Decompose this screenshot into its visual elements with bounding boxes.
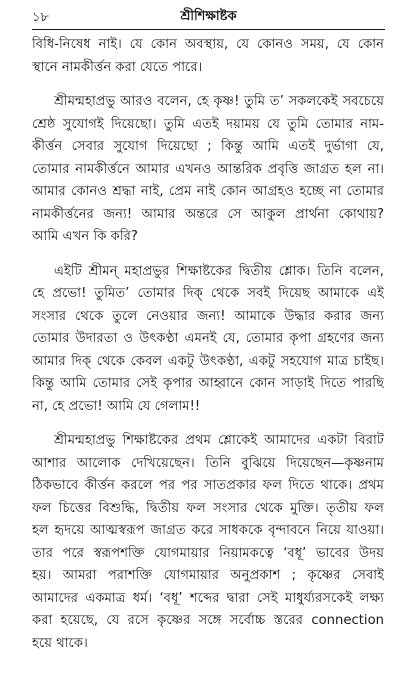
- text-line: স্থানে নামকীর্ত্তন করা যেতে পারে।: [32, 59, 203, 75]
- text-line: শ্রীমন্মহাপ্রভু শিক্ষাষ্টকের প্রথম শ্লোকেই আমাদের একটা বিরাট: [54, 433, 384, 448]
- text-line: আমি এখন কি করি?: [32, 229, 138, 244]
- text-line: করা হয়েছে, যে রসে কৃষ্ণের সঙ্গে সর্বোচ্চ স্তরের connection: [32, 613, 384, 628]
- paragraph: [32, 261, 384, 419]
- text-line: ঠিকভাবে কীর্ত্তন করলে পর পর সাতপ্রকার ফল দিতে থাকে। প্রথম: [32, 478, 384, 493]
- text-line: আমার কোনও শ্রদ্ধা নাই, প্রেম নাই কোন আগ্রহও হচ্ছে না তোমার: [32, 184, 384, 199]
- paragraph: [32, 91, 384, 249]
- text-line: বিধি-নিষেধ নাই। যে কোন অবস্থায়, যে কোনও সময়, যে কোন: [32, 37, 384, 52]
- text-line: কীর্ত্তন সেবার সুযোগ দিয়েছো ; কিন্তু আমি এতই দুর্ভাগা যে,: [32, 139, 384, 154]
- text-line: তোমার নামকীর্ত্তনে আমার এখনও আন্তরিক প্রবৃত্তি জাগ্রত হল না।: [32, 161, 384, 177]
- text-line: হয়। আমরা পরাশক্তি যোগমায়ার অনুপ্রকাশ ; কৃষ্ণের সেবাই: [32, 568, 384, 583]
- paragraph: [32, 430, 384, 655]
- text-line: আশার আলোক দেখিয়েছেন। তিনি বুঝিয়ে দিয়েছেন—কৃষ্ণনাম: [32, 455, 384, 471]
- text-line: কিন্তু আমি তোমার সেই কৃপার আহ্বানে কোন সাড়াই দিতে পারছি: [32, 376, 384, 391]
- text-line: হয়ে থাকে।: [32, 635, 88, 651]
- text-line: শ্রীমন্মহাপ্রভু আরও বলেন, হে কৃষ্ণ! তুমি ত’ সকলকেই সবচেয়ে: [54, 94, 384, 109]
- page-header: [32, 8, 385, 30]
- paragraph: [32, 34, 384, 79]
- running-title: শ্রীশিক্ষাষ্টক: [180, 9, 237, 24]
- text-line: শ্রেষ্ঠ সুযোগই দিয়েছো। তুমি এতই দয়াময় যে তুমি তোমার নাম-: [32, 116, 384, 132]
- text-line: হল হৃদয়ে আত্মস্বরূপ জাগ্রত করে সাধককে বৃন্দাবনে নিয়ে যাওয়া।: [32, 523, 384, 538]
- text-line: সংসার থেকে তুলে নেওয়ার জন্য! আমাকে উদ্ধার করার জন্য: [32, 308, 384, 324]
- text-line: আমার দিক্‌ থেকে কেবল একটু উৎকণ্ঠা, একটু সহযোগ মাত্র চাইছ।: [32, 353, 384, 369]
- text-line: এইটি শ্রীমন্‌ মহাপ্রভুর শিক্ষাষ্টকের দ্বিতীয় শ্লোক। তিনি বলেন,: [54, 263, 384, 279]
- text-line: হে প্রভো! তুমিত’ তোমার দিক্‌ থেকে সবই দিয়েছ আমাকে এই: [32, 286, 384, 301]
- text-line: আমাদের একমাত্র ধর্ম। ‘বধূ’ শব্দের দ্বারা সেই মাধুর্য্যরসকেই লক্ষ্য: [32, 590, 384, 606]
- page-number: ১৮: [32, 10, 49, 25]
- text-line: নামকীর্ত্তনের জন্য! আমার অন্তরে সে আকুল প্রার্থনা কোথায়?: [32, 206, 384, 222]
- text-line: তোমার উদারতা ও উৎকণ্ঠা এমনই যে, তোমার কৃপা গ্রহণের জন্য: [32, 331, 384, 346]
- text-line: না, হে প্রভো! আমি যে গেলাম!!: [32, 398, 201, 414]
- text-line: তার পরে স্বরূপশক্তি যোগমায়ার নিয়ামকত্বে ‘বধূ’ ভাবের উদয়: [32, 545, 384, 561]
- text-line: ফল চিত্তের বিশুদ্ধি, দ্বিতীয় ফল সংসার থেকে মুক্তি। তৃতীয় ফল: [32, 500, 384, 516]
- body-text: [32, 34, 384, 667]
- header-rule: [32, 29, 385, 30]
